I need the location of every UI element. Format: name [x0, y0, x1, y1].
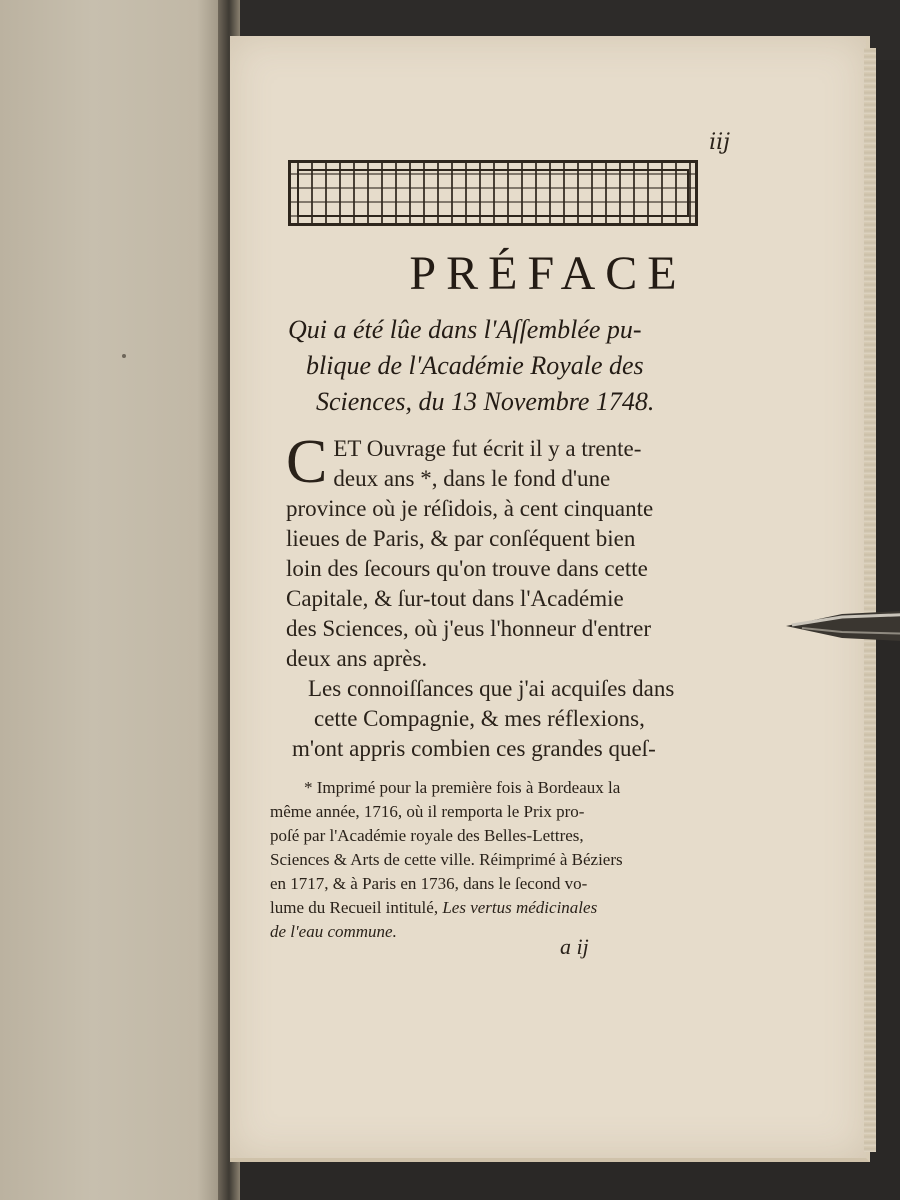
subtitle-line: Sciences, du 13 Novembre 1748.: [316, 387, 655, 416]
left-page: [0, 0, 232, 1200]
body-text: [286, 428, 706, 764]
footnote-line: poſé par l'Académie royale des Belles-Lettres,: [270, 826, 584, 845]
drop-cap: C: [286, 428, 328, 496]
footnote-line: en 1717, & à Paris en 1736, dans le ſecond vo-: [270, 874, 588, 893]
paper-speck: [122, 354, 126, 358]
subtitle: [288, 312, 708, 420]
body-line: cette Compagnie, & mes réflexions,: [314, 706, 645, 731]
body-line: deux ans *, dans le fond d'une: [333, 466, 611, 491]
footnote-line: Sciences & Arts de cette ville. Réimprimé à Béziers: [270, 850, 623, 869]
body-line: Les connoiſſances que j'ai acquiſes dans: [308, 676, 675, 701]
page-title: PRÉFACE: [409, 247, 687, 300]
page-number: iij: [709, 130, 730, 155]
decorative-headpiece: [288, 160, 698, 226]
footnote-italic-title-cont: de l'eau commune.: [270, 922, 397, 941]
footnote-line: * Imprimé pour la première fois à Bordeaux la: [304, 778, 621, 797]
body-line: province où je réſidois, à cent cinquante: [286, 496, 654, 521]
body-line: deux ans après.: [286, 646, 428, 671]
footnote: [270, 776, 690, 944]
footnote-line: même année, 1716, où il remporta le Prix pro-: [270, 802, 585, 821]
body-line: loin des ſecours qu'on trouve dans cette: [286, 556, 648, 581]
body-line: des Sciences, où j'eus l'honneur d'entrer: [286, 616, 651, 641]
body-line: Capitale, & ſur-tout dans l'Académie: [286, 586, 624, 611]
body-line: m'ont appris combien ces grandes queſ-: [292, 736, 656, 761]
body-line: lieues de Paris, & par conſéquent bien: [286, 526, 636, 551]
body-line: ET Ouvrage fut écrit il y a trente-: [333, 436, 642, 461]
subtitle-line: Qui a été lûe dans l'Aſſemblée pu-: [288, 315, 642, 344]
signature-mark: a ij: [560, 934, 589, 959]
footnote-italic-title: Les vertus médicinales: [442, 898, 598, 917]
footnote-line-text: lume du Recueil intitulé,: [270, 898, 443, 917]
footnote-line: [270, 896, 690, 920]
subtitle-line: blique de l'Académie Royale des: [306, 351, 644, 380]
pen-pointer-icon: [782, 598, 900, 648]
